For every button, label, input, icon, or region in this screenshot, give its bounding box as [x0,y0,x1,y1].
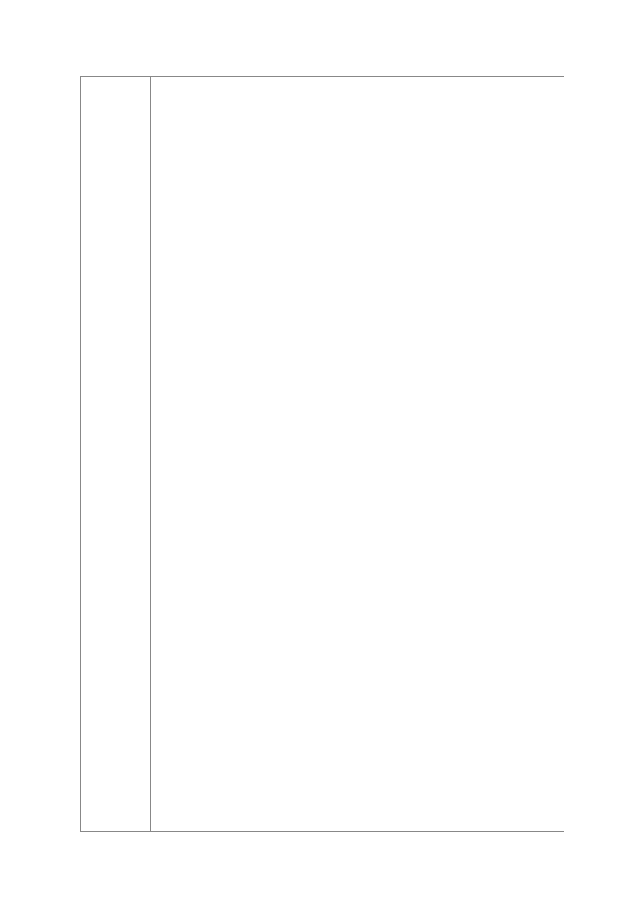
table-column-rule-left [80,76,81,831]
table-bottom-rule [80,831,564,832]
table-column-rule-middle [150,76,151,831]
provisions-content [270,76,563,124]
